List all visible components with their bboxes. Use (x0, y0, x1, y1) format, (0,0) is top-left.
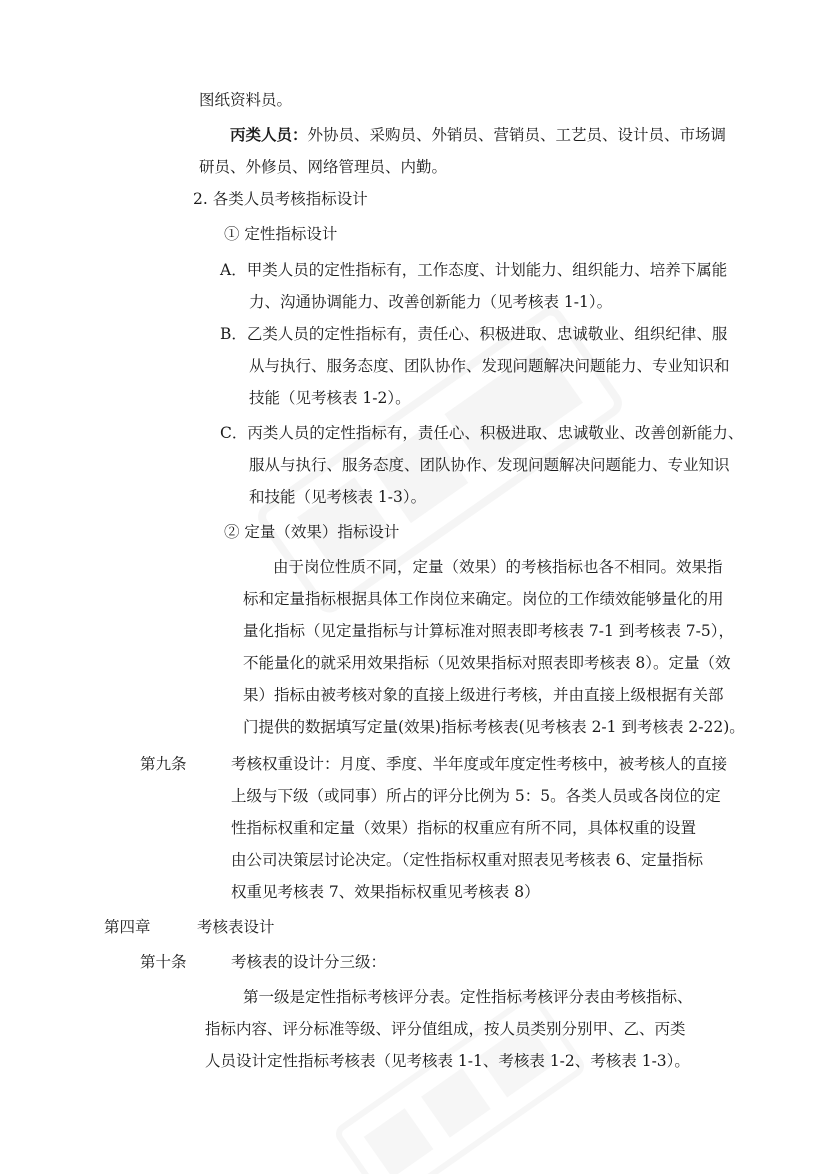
subsection-heading: ② 定量（效果）指标设计 (224, 523, 400, 541)
paragraph-line: 第一级是定性指标考核评分表。定性指标考核评分表由考核指标、 (243, 988, 693, 1006)
list-item: B．乙类人员的定性指标有，责任心、积极进取、忠诚敬业、组织纪律、服 (220, 325, 728, 343)
list-item: A．甲类人员的定性指标有，工作态度、计划能力、组织能力、培养下属能 (220, 261, 728, 279)
section-heading: 2. 各类人员考核指标设计 (193, 190, 368, 208)
list-item-continuation: 和技能（见考核表 1-3）。 (249, 488, 427, 506)
list-item-continuation: 力、沟通协调能力、改善创新能力（见考核表 1-1）。 (249, 293, 613, 311)
paragraph-line: 标和定量指标根据具体工作岗位来确定。岗位的工作绩效能够量化的用 (243, 590, 724, 608)
paragraph-line: 人员设计定性指标考核表（见考核表 1-1、考核表 1-2、考核表 1-3）。 (205, 1052, 690, 1070)
paragraph-line: 图纸资料员。 (199, 91, 293, 109)
article-number: 第九条 (140, 755, 187, 773)
list-item-continuation: 从与执行、服务态度、团队协作、发现问题解决问题能力、专业知识和 (249, 357, 730, 375)
category-label: 丙类人员： (230, 125, 308, 144)
paragraph-line: 上级与下级（或同事）所占的评分比例为 5：5。各类人员或各岗位的定 (231, 787, 721, 805)
paragraph-line: 由公司决策层讨论决定。（定性指标权重对照表见考核表 6、定量指标 (231, 851, 704, 869)
subsection-heading: ① 定性指标设计 (224, 225, 338, 243)
paragraph-line: 不能量化的就采用效果指标（见效果指标对照表即考核表 8）。定量（效 (243, 654, 731, 672)
paragraph-line: 考核权重设计：月度、季度、半年度或年度定性考核中，被考核人的直接 (231, 755, 728, 773)
paragraph-line (230, 125, 726, 145)
chapter-number: 第四章 (104, 918, 151, 936)
paragraph-line: 性指标权重和定量（效果）指标的权重应有所不同，具体权重的设置 (231, 819, 697, 837)
chapter-title: 考核表设计 (197, 918, 275, 936)
paragraph-line: 由于岗位性质不同，定量（效果）的考核指标也各不相同。效果指 (273, 558, 723, 576)
paragraph-line: 量化指标（见定量指标与计算标准对照表即考核表 7-1 到考核表 7-5）， (243, 622, 734, 640)
paragraph-line: 果）指标由被考核对象的直接上级进行考核，并由直接上级根据有关部 (243, 686, 724, 704)
paragraph-line: 考核表的设计分三级： (231, 953, 387, 971)
article-number: 第十条 (140, 953, 187, 971)
line-text: 外协员、采购员、外销员、营销员、工艺员、设计员、市场调 (307, 126, 727, 144)
paragraph-line: 研员、外修员、网络管理员、内勤。 (199, 158, 448, 176)
paragraph-line: 指标内容、评分标准等级、评分值组成，按人员类别分别甲、乙、丙类 (205, 1020, 686, 1038)
list-item: C．丙类人员的定性指标有，责任心、积极进取、忠诚敬业、改善创新能力、 (220, 424, 744, 442)
list-item-continuation: 技能（见考核表 1-2）。 (249, 389, 411, 407)
list-item-continuation: 服从与执行、服务态度、团队协作、发现问题解决问题能力、专业知识 (249, 456, 730, 474)
paragraph-line: 门提供的数据填写定量(效果)指标考核表(见考核表 2-1 到考核表 2-22)。 (243, 718, 745, 736)
paragraph-line: 权重见考核表 7、效果指标权重见考核表 8） (231, 883, 540, 901)
